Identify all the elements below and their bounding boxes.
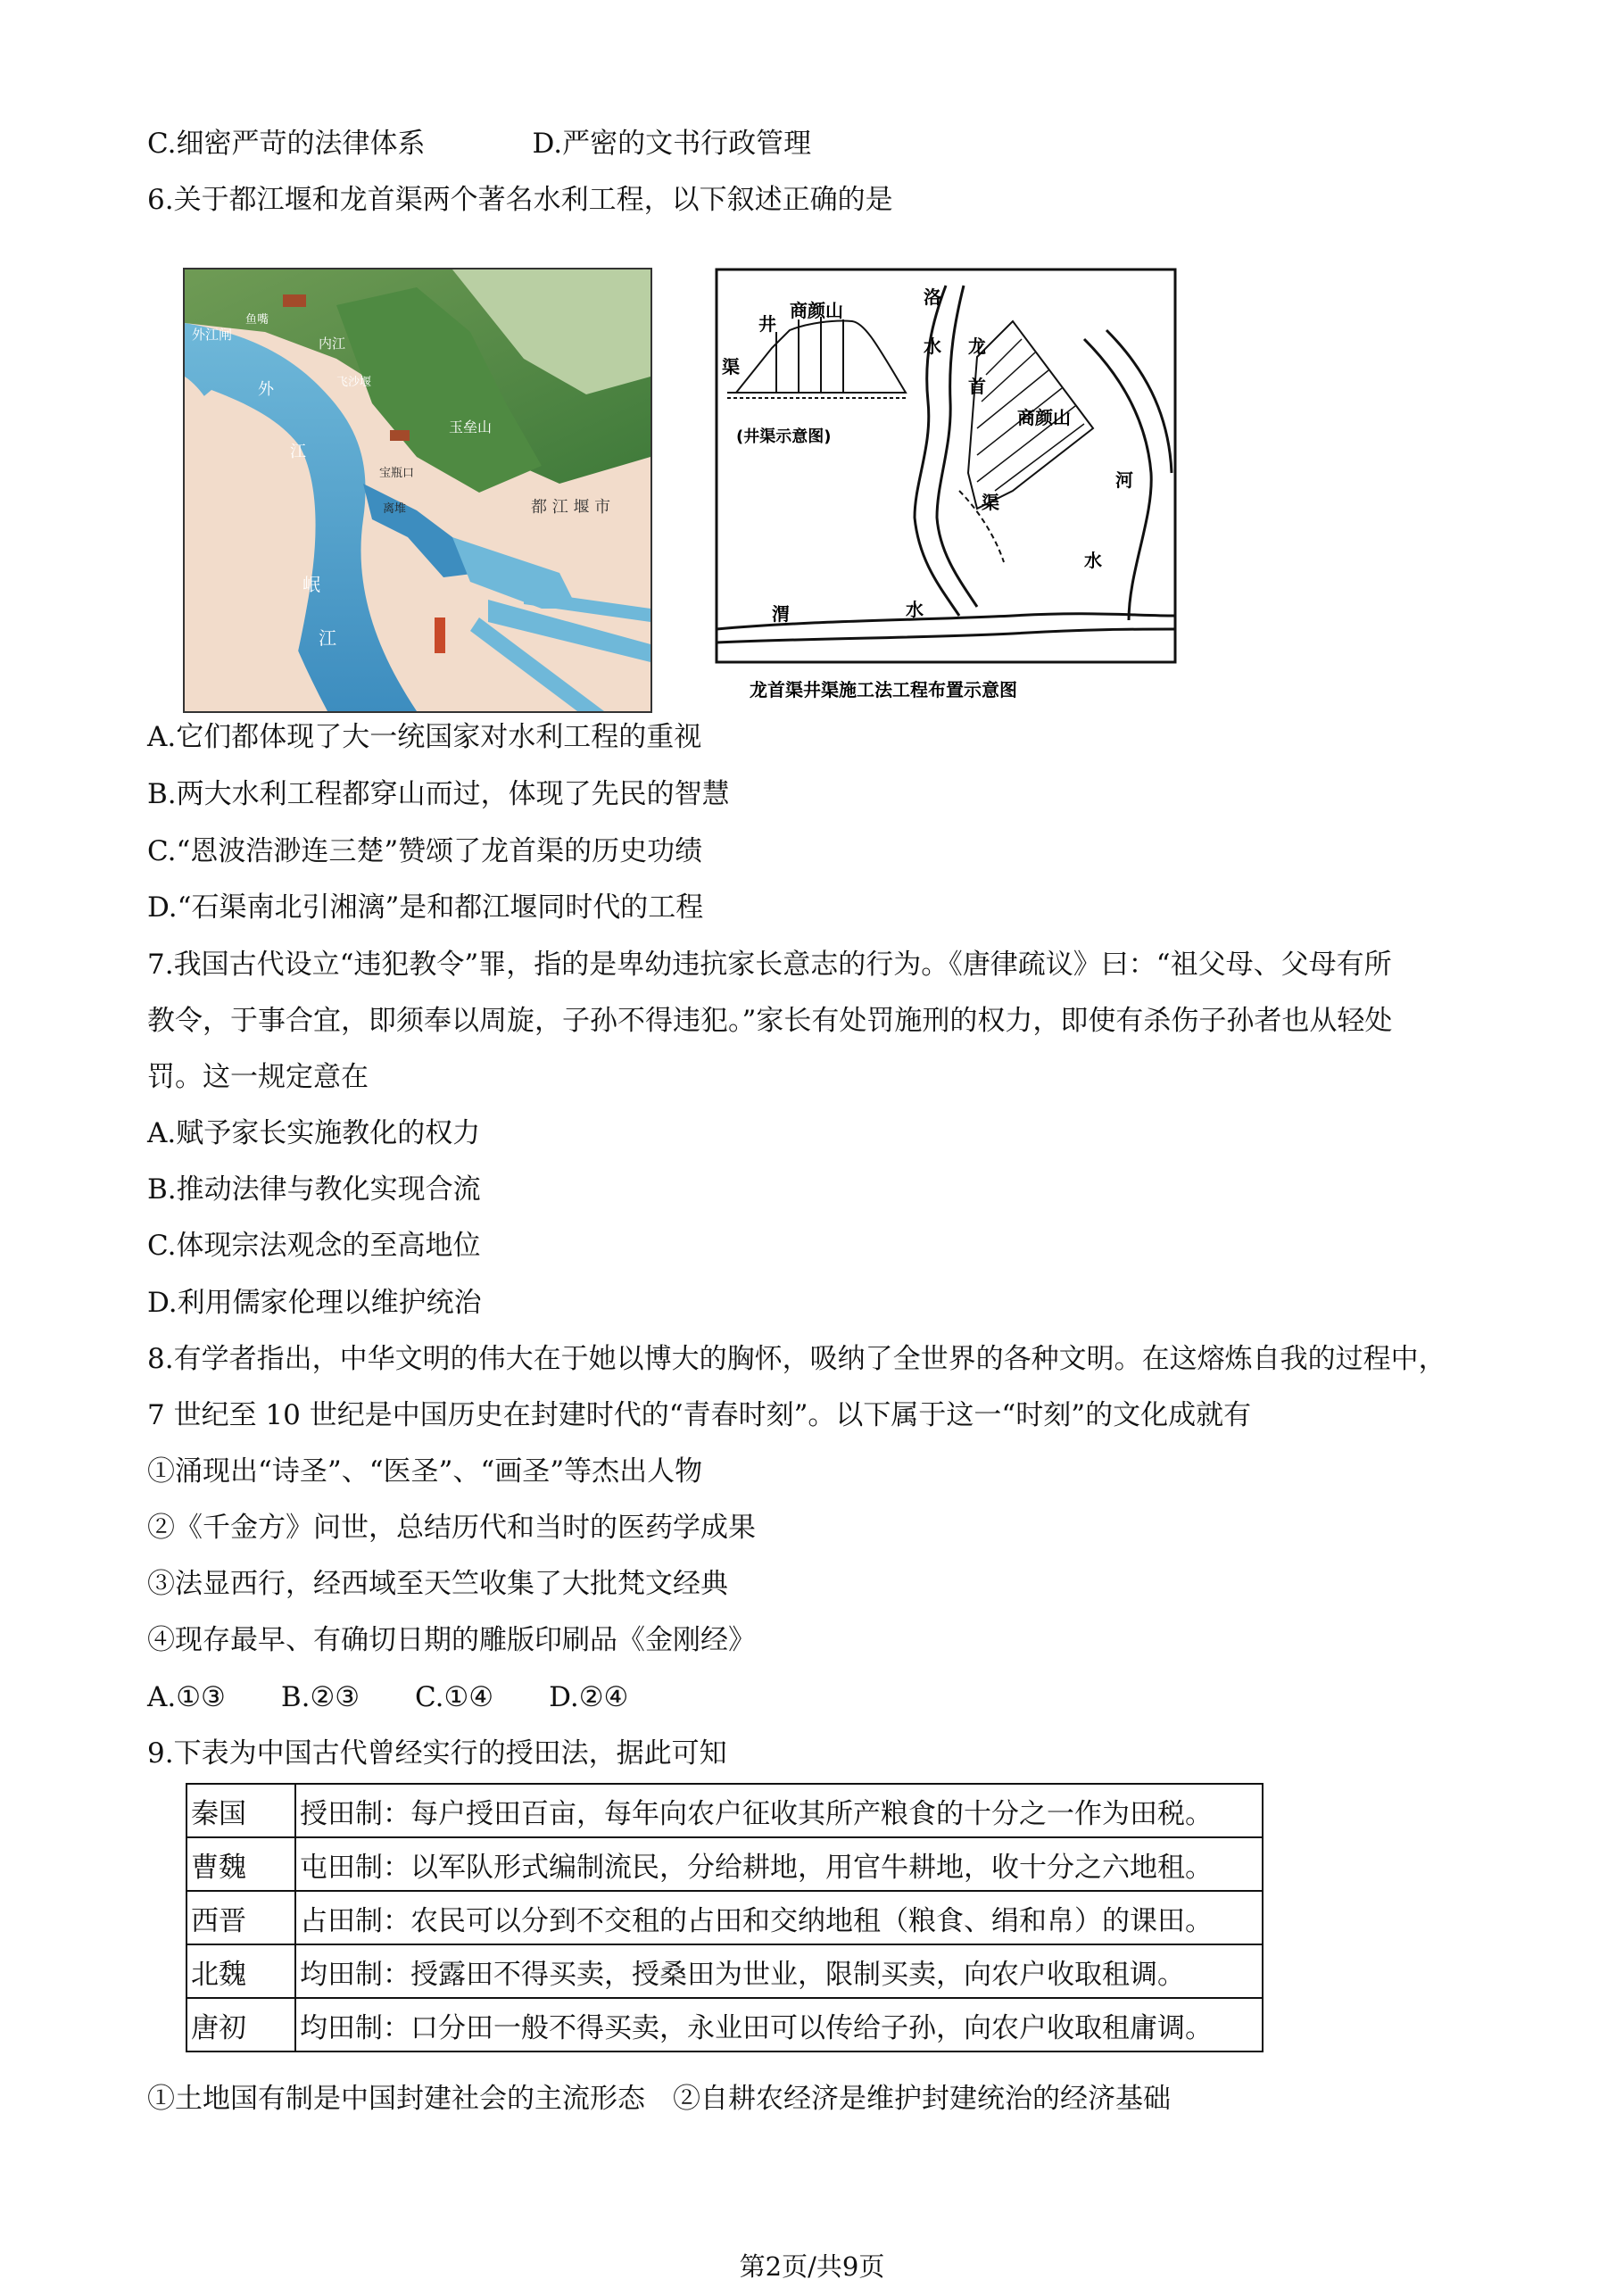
table-cell-era: 曹魏: [186, 1837, 295, 1891]
longshouqu-diagram: [709, 268, 1182, 714]
map-label-jiang2: 江: [319, 627, 336, 649]
q8-stem-line-2: 7 世纪至 10 世纪是中国历史在封建时代的“青春时刻”。以下属于这一“时刻”的文化成就有: [147, 1399, 1252, 1431]
q8-item-2: ②《千金方》问世，总结历代和当时的医药学成果: [147, 1512, 756, 1544]
longshouqu-diagram-drawing: [709, 268, 1182, 714]
q8-options: A.①③ B.②③ C.①④ D.②④: [147, 1681, 629, 1713]
table-cell-desc: 屯田制：以军队形式编制流民，分给耕地，用官牛耕地，收十分之六地租。: [295, 1837, 1263, 1891]
q7-option-c: C.体现宗法观念的至高地位: [147, 1230, 481, 1262]
dujiangyan-map-drawing: [185, 269, 650, 711]
qu-label: 渠: [982, 492, 999, 513]
map-label-jiang: 江: [290, 443, 306, 461]
q7-stem-line-3: 罚。这一规定意在: [147, 1061, 369, 1093]
luo-water-label: 水: [924, 336, 941, 357]
table-row: [186, 1784, 1263, 1837]
table-cell-desc: 均田制：口分田一般不得买卖，永业田可以传给子孙，向农户收取租庸调。: [295, 1998, 1263, 2051]
q8-stem-line-1: 8.有学者指出，中华文明的伟大在于她以博大的胸怀，吸纳了全世界的各种文明。在这熔炼自我的过程中，: [147, 1343, 1446, 1375]
q6-option-a: A.它们都体现了大一统国家对水利工程的重视: [147, 721, 702, 753]
table-cell-era: 北魏: [186, 1944, 295, 1998]
wei-label: 渭: [772, 603, 790, 625]
land-system-table: [186, 1783, 1264, 2052]
map-label-yuzui: 鱼嘴: [245, 313, 269, 327]
inset-canal-label: 渠: [722, 356, 740, 377]
map-label-min: 岷: [302, 574, 320, 595]
map-label-yuleishan: 玉垒山: [449, 419, 493, 435]
q9-stem: 9.下表为中国古代曾经实行的授田法，据此可知: [147, 1737, 727, 1770]
table-cell-era: 西晋: [186, 1891, 295, 1944]
map-label-dujiangyanshi: 都 江 堰 市: [531, 498, 611, 517]
q5-option-c: C.细密严苛的法律体系: [147, 128, 426, 160]
table-row: [186, 1837, 1263, 1891]
map-label-waijiangzha: 外江闸: [192, 327, 233, 343]
table-cell-desc: 均田制：授露田不得买卖，授桑田为世业，限制买卖，向农户收取租调。: [295, 1944, 1263, 1998]
table-row: [186, 1891, 1263, 1944]
he-water-label: 水: [1084, 550, 1102, 571]
q7-stem-line-2: 教令，于事合宜，即须奉以周旋，子孙不得违犯。”家长有处罚施刑的权力，即使有杀伤子孙者也从轻处: [147, 1005, 1393, 1037]
q6-stem: 6.关于都江堰和龙首渠两个著名水利工程，以下叙述正确的是: [147, 184, 893, 216]
well-label: 井: [758, 313, 776, 335]
table-cell-era: 秦国: [186, 1784, 295, 1837]
q8-item-3: ③法显西行，经西域至天竺收集了大批梵文经典: [147, 1568, 728, 1600]
luo-label: 洛: [924, 286, 941, 308]
map-label-lidui: 离堆: [383, 502, 407, 516]
q7-option-b: B.推动法律与教化实现合流: [147, 1173, 481, 1206]
diagram-caption: 龙首渠井渠施工法工程布置示意图: [750, 679, 1017, 700]
q6-option-b: B.两大水利工程都穿山而过，体现了先民的智慧: [147, 778, 730, 810]
table-cell-desc: 授田制：每户授田百亩，每年向农户征收其所产粮食的十分之一作为田税。: [295, 1784, 1263, 1837]
q9-items: ①土地国有制是中国封建社会的主流形态 ②自耕农经济是维护封建统治的经济基础: [147, 2083, 1171, 2115]
q5-options: [147, 126, 811, 162]
he-label: 河: [1115, 469, 1133, 491]
q7-option-d: D.利用儒家伦理以维护统治: [147, 1287, 482, 1319]
map-label-wai: 外: [258, 380, 274, 399]
q6-option-c: C.“恩波浩渺连三楚”赞颂了龙首渠的历史功绩: [147, 835, 703, 867]
table-cell-desc: 占田制：农民可以分到不交租的占田和交纳地租（粮食、绢和帛）的课田。: [295, 1891, 1263, 1944]
table-cell-era: 唐初: [186, 1998, 295, 2051]
shou-label: 首: [968, 376, 986, 397]
table-row: [186, 1944, 1263, 1998]
long-label: 龙: [968, 336, 986, 357]
page-number: 第2页/共9页: [739, 2251, 885, 2282]
dujiangyan-map: [183, 268, 652, 713]
q8-item-1: ①涌现出“诗圣”、“医圣”、“画圣”等杰出人物: [147, 1455, 703, 1488]
wei-water-label: 水: [906, 599, 924, 620]
q6-option-d: D.“石渠南北引湘漓”是和都江堰同时代的工程: [147, 891, 704, 924]
map-label-neijiang: 内江: [319, 336, 346, 352]
map-label-baopingkou: 宝瓶口: [379, 467, 415, 480]
table-row: [186, 1998, 1263, 2051]
q7-option-a: A.赋予家长实施教化的权力: [147, 1117, 481, 1149]
mountain-label: 商颜山: [1017, 407, 1071, 428]
q5-option-d: D.严密的文书行政管理: [532, 128, 812, 160]
inset-mountain-label: 商颜山: [790, 300, 843, 321]
q8-item-4: ④现存最早、有确切日期的雕版印刷品《金刚经》: [147, 1624, 756, 1656]
map-label-feishayan: 飞沙堰: [336, 376, 372, 389]
q7-stem-line-1: 7.我国古代设立“违犯教令”罪，指的是卑幼违抗家长意志的行为。《唐律疏议》曰：“祖父母、父母有所: [147, 949, 1392, 981]
inset-caption: (井渠示意图): [736, 427, 832, 446]
